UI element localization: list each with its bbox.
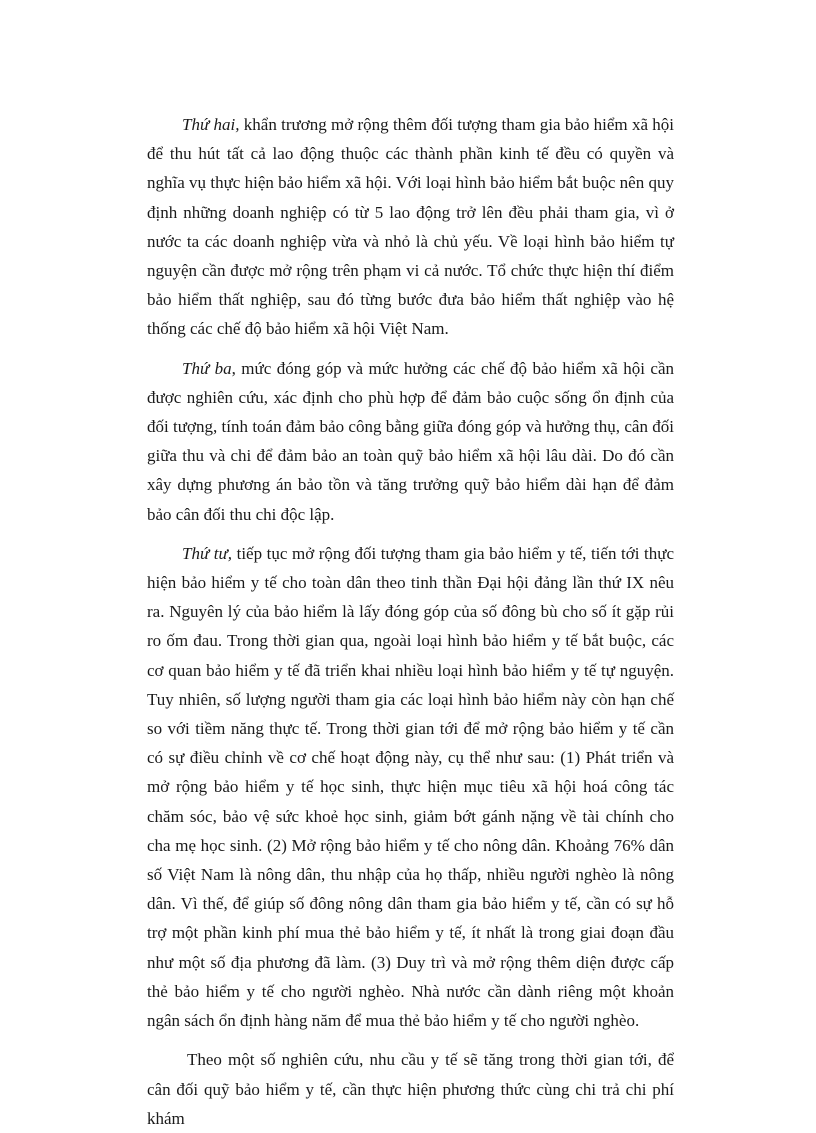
paragraph-body: tiếp tục mở rộng đối tượng tham gia bảo hiểm y tế, tiến tới thực hiện bảo hiểm y tế cho toàn dân theo tinh thần Đại hội đảng lần thứ IX nêu ra. Nguyên lý của bảo hiểm là lấy đóng góp của số đông bù cho số ít gặp rủi ro ốm đau. Trong thời gian qua, ngoài loại hình bảo hiểm y tế bắt buộc, các cơ quan bảo hiểm y tế đã triển khai nhiều loại hình bảo hiểm y tế tự nguyện. Tuy nhiên, số lượng người tham gia các loại hình bảo hiểm này còn hạn chế so với tiềm năng thực tế. Trong thời gian tới để mở rộng bảo hiểm y tế cần có sự điều chỉnh về cơ chế hoạt động này, cụ thể như sau: (1) Phát triển và mở rộng bảo hiểm y tế học sinh, thực hiện mục tiêu xã hội hoá công tác chăm sóc, bảo vệ sức khoẻ học sinh, giảm bớt gánh nặng về tài chính cho cha mẹ học sinh. (2) Mở rộng bảo hiểm y tế cho nông dân. Khoảng 76% dân số Việt Nam là nông dân, thu nhập của họ thấp, nhiều người nghèo là nông dân. Vì thế, để giúp số đông nông dân tham gia bảo hiểm y tế, cần có sự hỗ trợ một phần kinh phí mua thẻ bảo hiểm y tế, ít nhất là trong giai đoạn đầu như một số địa phương đã làm. (3) Duy trì và mở rộng thêm diện được cấp thẻ bảo hiểm y tế cho người nghèo. Nhà nước cần dành riêng một khoản ngân sách ổn định hàng năm để mua thẻ bảo hiểm y tế cho người nghèo. (147, 543, 674, 1031)
body-text (147, 110, 674, 1133)
paragraph-lead-italic: Thứ hai, (182, 115, 240, 134)
paragraph-body: khẩn trương mở rộng thêm đối tượng tham gia bảo hiểm xã hội để thu hút tất cả lao động thuộc các thành phần kinh tế đều có quyền và nghĩa vụ thực hiện bảo hiểm xã hội. Với loại hình bảo hiểm bắt buộc nên quy định những doanh nghiệp có từ 5 lao động trở lên đều phải tham gia, vì ở nước ta các doanh nghiệp vừa và nhỏ là chủ yếu. Về loại hình bảo hiểm tự nguyện cần được mở rộng trên phạm vi cả nước. Tổ chức thực hiện thí điểm bảo hiểm thất nghiệp, sau đó từng bước đưa bảo hiểm thất nghiệp vào hệ thống các chế độ bảo hiểm xã hội Việt Nam. (147, 115, 675, 339)
paragraph-theo-nghien-cuu (147, 1045, 674, 1133)
paragraph-thu-tu (147, 539, 674, 1035)
paragraph-lead-italic: Thứ tư, (182, 543, 233, 563)
paragraph-thu-ba (147, 354, 674, 529)
paragraph-body: Theo một số nghiên cứu, nhu cầu y tế sẽ tăng trong thời gian tới, để cân đối quỹ bảo hiểm y tế, cần thực hiện phương thức cùng chi trả chi phí khám (147, 1050, 674, 1128)
paragraph-lead-italic: Thứ ba (182, 358, 232, 378)
paragraph-body: , mức đóng góp và mức hưởng các chế độ bảo hiểm xã hội cần được nghiên cứu, xác định cho phù hợp để đảm bảo cuộc sống ổn định của đối tượng, tính toán đảm bảo công bằng giữa đóng góp và hưởng thụ, cân đối giữa thu và chi để đảm bảo an toàn quỹ bảo hiểm xã hội lâu dài. Do đó cần xây dựng phương án bảo tồn và tăng trưởng quỹ bảo hiểm dài hạn để đảm bảo cân đối thu chi độc lập. (147, 358, 674, 524)
paragraph-thu-hai (147, 110, 674, 344)
